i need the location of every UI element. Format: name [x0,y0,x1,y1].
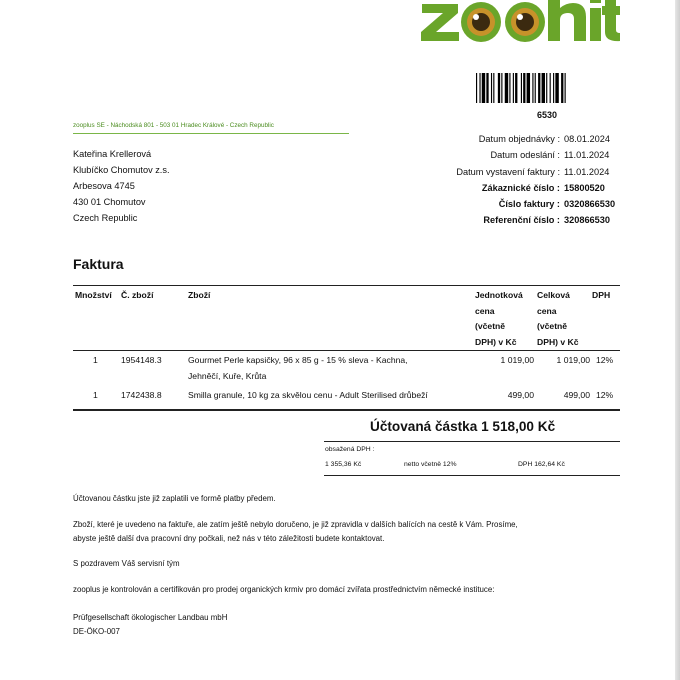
header-unit-price-l3: (včetně [475,321,506,331]
row-goods [188,353,408,384]
recipient-company: Klubíčko Chomutov z.s. [73,165,170,175]
invoice-title: Faktura [73,256,124,272]
reference-no-value: 320866530 [564,215,610,226]
net-label: netto včetně 12% [404,461,457,468]
institution-code: DE-ÖKO-007 [73,627,120,636]
vat-value: DPH 162,64 Kč [518,461,565,468]
invoice-no-row [456,196,624,212]
row-goods [188,388,428,404]
row-item-no: 1954148.3 [121,355,162,365]
header-qty: Množství [75,290,112,300]
paid-note: Účtovanou částku jste již zaplatili ve formě platby předem. [73,494,276,503]
table-top-rule [73,285,620,286]
customer-no-value: 15800520 [564,182,605,193]
issue-date-label: Datum vystavení faktury : [456,166,560,177]
reference-no-row [456,212,624,228]
header-bottom-rule [73,350,620,351]
header-total-price-l1: Celková [537,290,570,300]
control-note: zooplus je kontrolován a certifikován pro prodej organických krmiv pro domácí zvířata prostřednictvím německé instituce: [73,585,495,594]
customer-no-row [456,180,624,196]
header-goods: Zboží [188,290,211,300]
header-item-no: Č. zboží [121,290,154,300]
row-vat: 12% [596,355,614,365]
issue-date-row [456,164,624,180]
goods-note-line2: abyste ještě další dva pracovní dny počkali, než nás v této záležitosti budete kontaktovat. [73,534,385,543]
header-total-price-l3: (včetně [537,321,568,331]
invoice-no-value: 0320866530 [564,199,616,210]
order-date-label: Datum objednávky : [478,134,560,144]
header-total-price [537,288,579,350]
recipient-street: Arbesova 4745 [73,181,135,191]
greeting: S pozdravem Váš servisní tým [73,559,180,568]
header-unit-price [475,288,523,350]
recipient-country: Czech Republic [73,213,138,223]
header-total-price-l4: DPH) v Kč [537,336,579,347]
table-bottom-rule [73,409,620,411]
header-total-price-l2: cena [537,305,557,316]
row-item-no: 1742438.8 [121,390,162,400]
recipient-name: Kateřina Krellerová [73,149,152,159]
header-unit-price-l4: DPH) v Kč [475,336,517,347]
row-qty: 1 [93,355,98,365]
vat-rule [324,475,620,476]
reference-no-label: Referenční číslo : [483,215,560,226]
page-edge [675,0,680,680]
row-unit-price: 499,00 [507,390,534,400]
zoohit-logo [420,0,620,46]
customer-no-label: Zákaznické číslo : [481,182,560,193]
ship-date-label: Datum odeslání : [490,150,560,161]
row-goods-line: Gourmet Perle kapsičky, 96 x 85 g - 15 % sleva - Kachna, [188,355,408,365]
recipient-address [73,146,170,226]
ship-date-value: 11.01.2024 [564,150,610,161]
net-value: 1 355,36 Kč [325,461,362,468]
row-unit-price: 1 019,00 [500,355,534,365]
header-unit-price-l1: Jednotková [475,290,523,300]
issue-date-value: 11.01.2024 [564,166,610,177]
barcode-number: 6530 [536,110,558,120]
ship-date-row [456,147,624,163]
header-vat: DPH [592,290,611,300]
row-qty: 1 [93,390,98,400]
invoice-no-label: Číslo faktury : [498,199,560,210]
row-total-price: 499,00 [563,390,590,400]
institution-name: Prüfgesellschaft ökologischer Landbau mbH [73,613,228,622]
sender-underline [73,133,349,134]
recipient-city: 430 01 Chomutov [73,197,146,207]
row-vat: 12% [596,390,614,400]
row-goods-line: Smilla granule, 10 kg za skvělou cenu - Adult Sterilised drůbeží [188,390,428,400]
vat-included-label: obsažená DPH : [325,446,375,453]
barcode-graphic [476,73,618,103]
header-unit-price-l2: cena [475,305,495,316]
invoice-meta [456,131,624,229]
order-date-row [456,131,624,147]
sender-address: zooplus SE - Náchodská 801 - 503 01 Hradec Králové - Czech Republic [73,122,274,129]
row-goods-line: Jehněčí, Kuře, Krůta [188,370,267,381]
goods-note-line1: Zboží, které je uvedeno na faktuře, ale zatím ještě nebylo doručeno, je již zpravidla v dalších balících na cestě k Vám. Prosíme, [73,520,518,529]
total-amount: Účtovaná částka 1 518,00 Kč [370,419,556,434]
row-total-price: 1 019,00 [556,355,590,365]
total-rule [324,441,620,442]
order-date-value: 08.01.2024 [564,134,610,144]
